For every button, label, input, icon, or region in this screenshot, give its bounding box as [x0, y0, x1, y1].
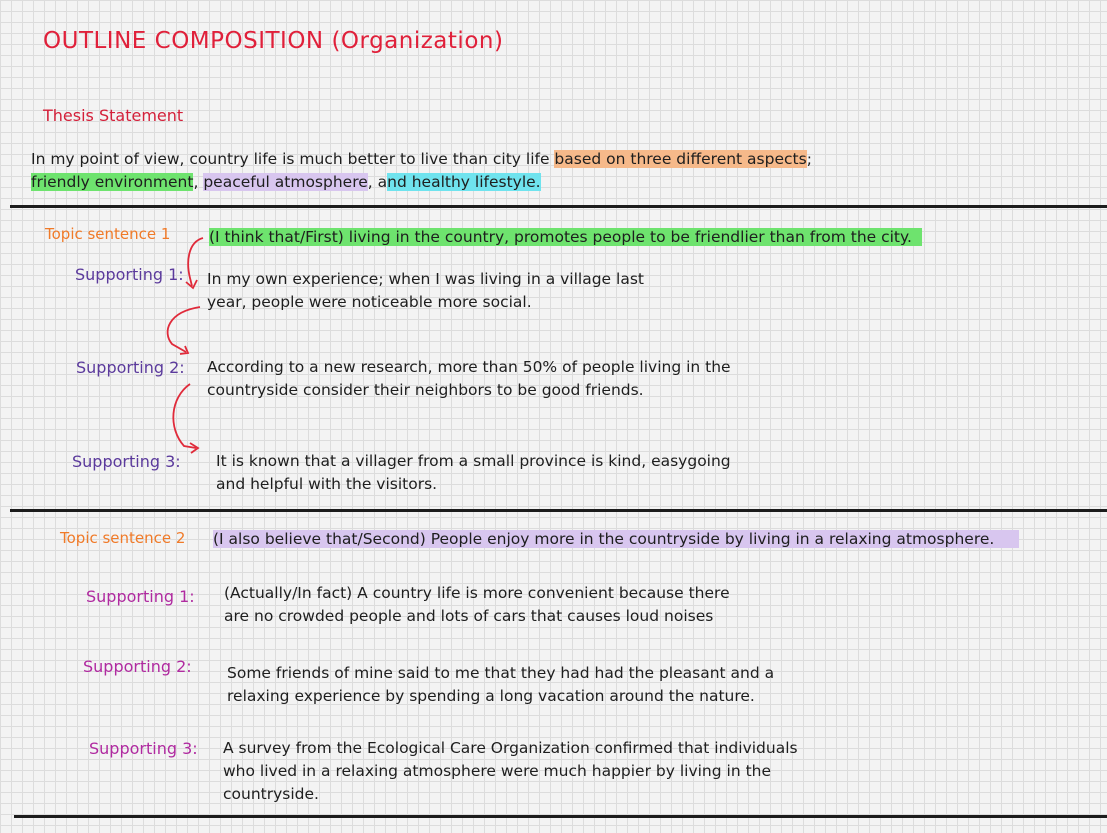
s1-supporting-2-line-1: According to a new research, more than 50% of people living in the	[207, 358, 731, 376]
s2-supporting-1-line-1: (Actually/In fact) A country life is more convenient because there	[224, 584, 730, 602]
arrowhead-2	[180, 346, 188, 354]
thesis-healthy-lifestyle: nd healthy lifestyle.	[387, 173, 541, 191]
thesis-peaceful-atmosphere: peaceful atmosphere	[203, 173, 368, 191]
thesis-text-plain: In my point of view, country life is much better to live than city life	[31, 150, 555, 168]
arrow-support-1-to-2	[168, 307, 200, 352]
thesis-semicolon: ;	[806, 150, 812, 168]
s1-supporting-1-line-1: In my own experience; when I was living in a village last	[207, 270, 644, 288]
topic-sentence-1-label: Topic sentence 1	[45, 225, 171, 243]
s1-supporting-2-label: Supporting 2:	[76, 358, 185, 377]
s2-supporting-2-line-2: relaxing experience by spending a long vacation around the nature.	[227, 687, 755, 705]
thesis-highlight-aspects: based on three different aspects	[554, 150, 807, 168]
s1-supporting-3-line-2: and helpful with the visitors.	[216, 475, 438, 493]
thesis-line-1	[31, 148, 812, 171]
topic-sentence-1	[209, 226, 922, 249]
divider-1	[10, 205, 1107, 208]
s1-supporting-3-line-1: It is known that a villager from a small province is kind, easygoing	[216, 452, 731, 470]
arrow-support-2-to-3	[173, 384, 196, 448]
topic-sentence-1-text: (I think that/First) living in the country, promotes people to be friendlier than from the city.	[209, 228, 922, 246]
thesis-separator-2: , a	[367, 173, 388, 191]
arrow-topic-to-support-1	[188, 238, 203, 286]
arrowhead-1	[186, 280, 197, 288]
thesis-label: Thesis Statement	[43, 106, 184, 125]
s2-supporting-2-label: Supporting 2:	[83, 657, 192, 676]
s2-supporting-1-line-2: are no crowded people and lots of cars that causes loud noises	[224, 607, 714, 625]
s2-supporting-1-label: Supporting 1:	[86, 587, 195, 606]
s1-supporting-2-line-2: countryside consider their neighbors to be good friends.	[207, 381, 644, 399]
thesis-friendly-environment: friendly environment	[31, 173, 194, 191]
s2-supporting-3-label: Supporting 3:	[89, 739, 198, 758]
thesis-separator-1: ,	[193, 173, 204, 191]
topic-sentence-2-label: Topic sentence 2	[60, 529, 186, 547]
divider-2	[10, 509, 1107, 512]
topic-sentence-2-text: (I also believe that/Second) People enjoy more in the countryside by living in a relaxing atmosphere.	[213, 530, 1019, 548]
topic-sentence-2	[213, 528, 1019, 551]
s2-supporting-2-line-1: Some friends of mine said to me that they had had the pleasant and a	[227, 664, 775, 682]
s1-supporting-1-label: Supporting 1:	[75, 265, 184, 284]
arrowhead-3	[190, 443, 198, 453]
s1-supporting-1-line-2: year, people were noticeable more social.	[207, 293, 532, 311]
divider-3	[14, 815, 1107, 818]
thesis-line-2	[31, 171, 541, 194]
s2-supporting-3-line-3: countryside.	[223, 785, 319, 803]
s2-supporting-3-line-2: who lived in a relaxing atmosphere were much happier by living in the	[223, 762, 772, 780]
s2-supporting-3-line-1: A survey from the Ecological Care Organization confirmed that individuals	[223, 739, 798, 757]
s1-supporting-3-label: Supporting 3:	[72, 452, 181, 471]
page-title: OUTLINE COMPOSITION (Organization)	[43, 28, 504, 54]
